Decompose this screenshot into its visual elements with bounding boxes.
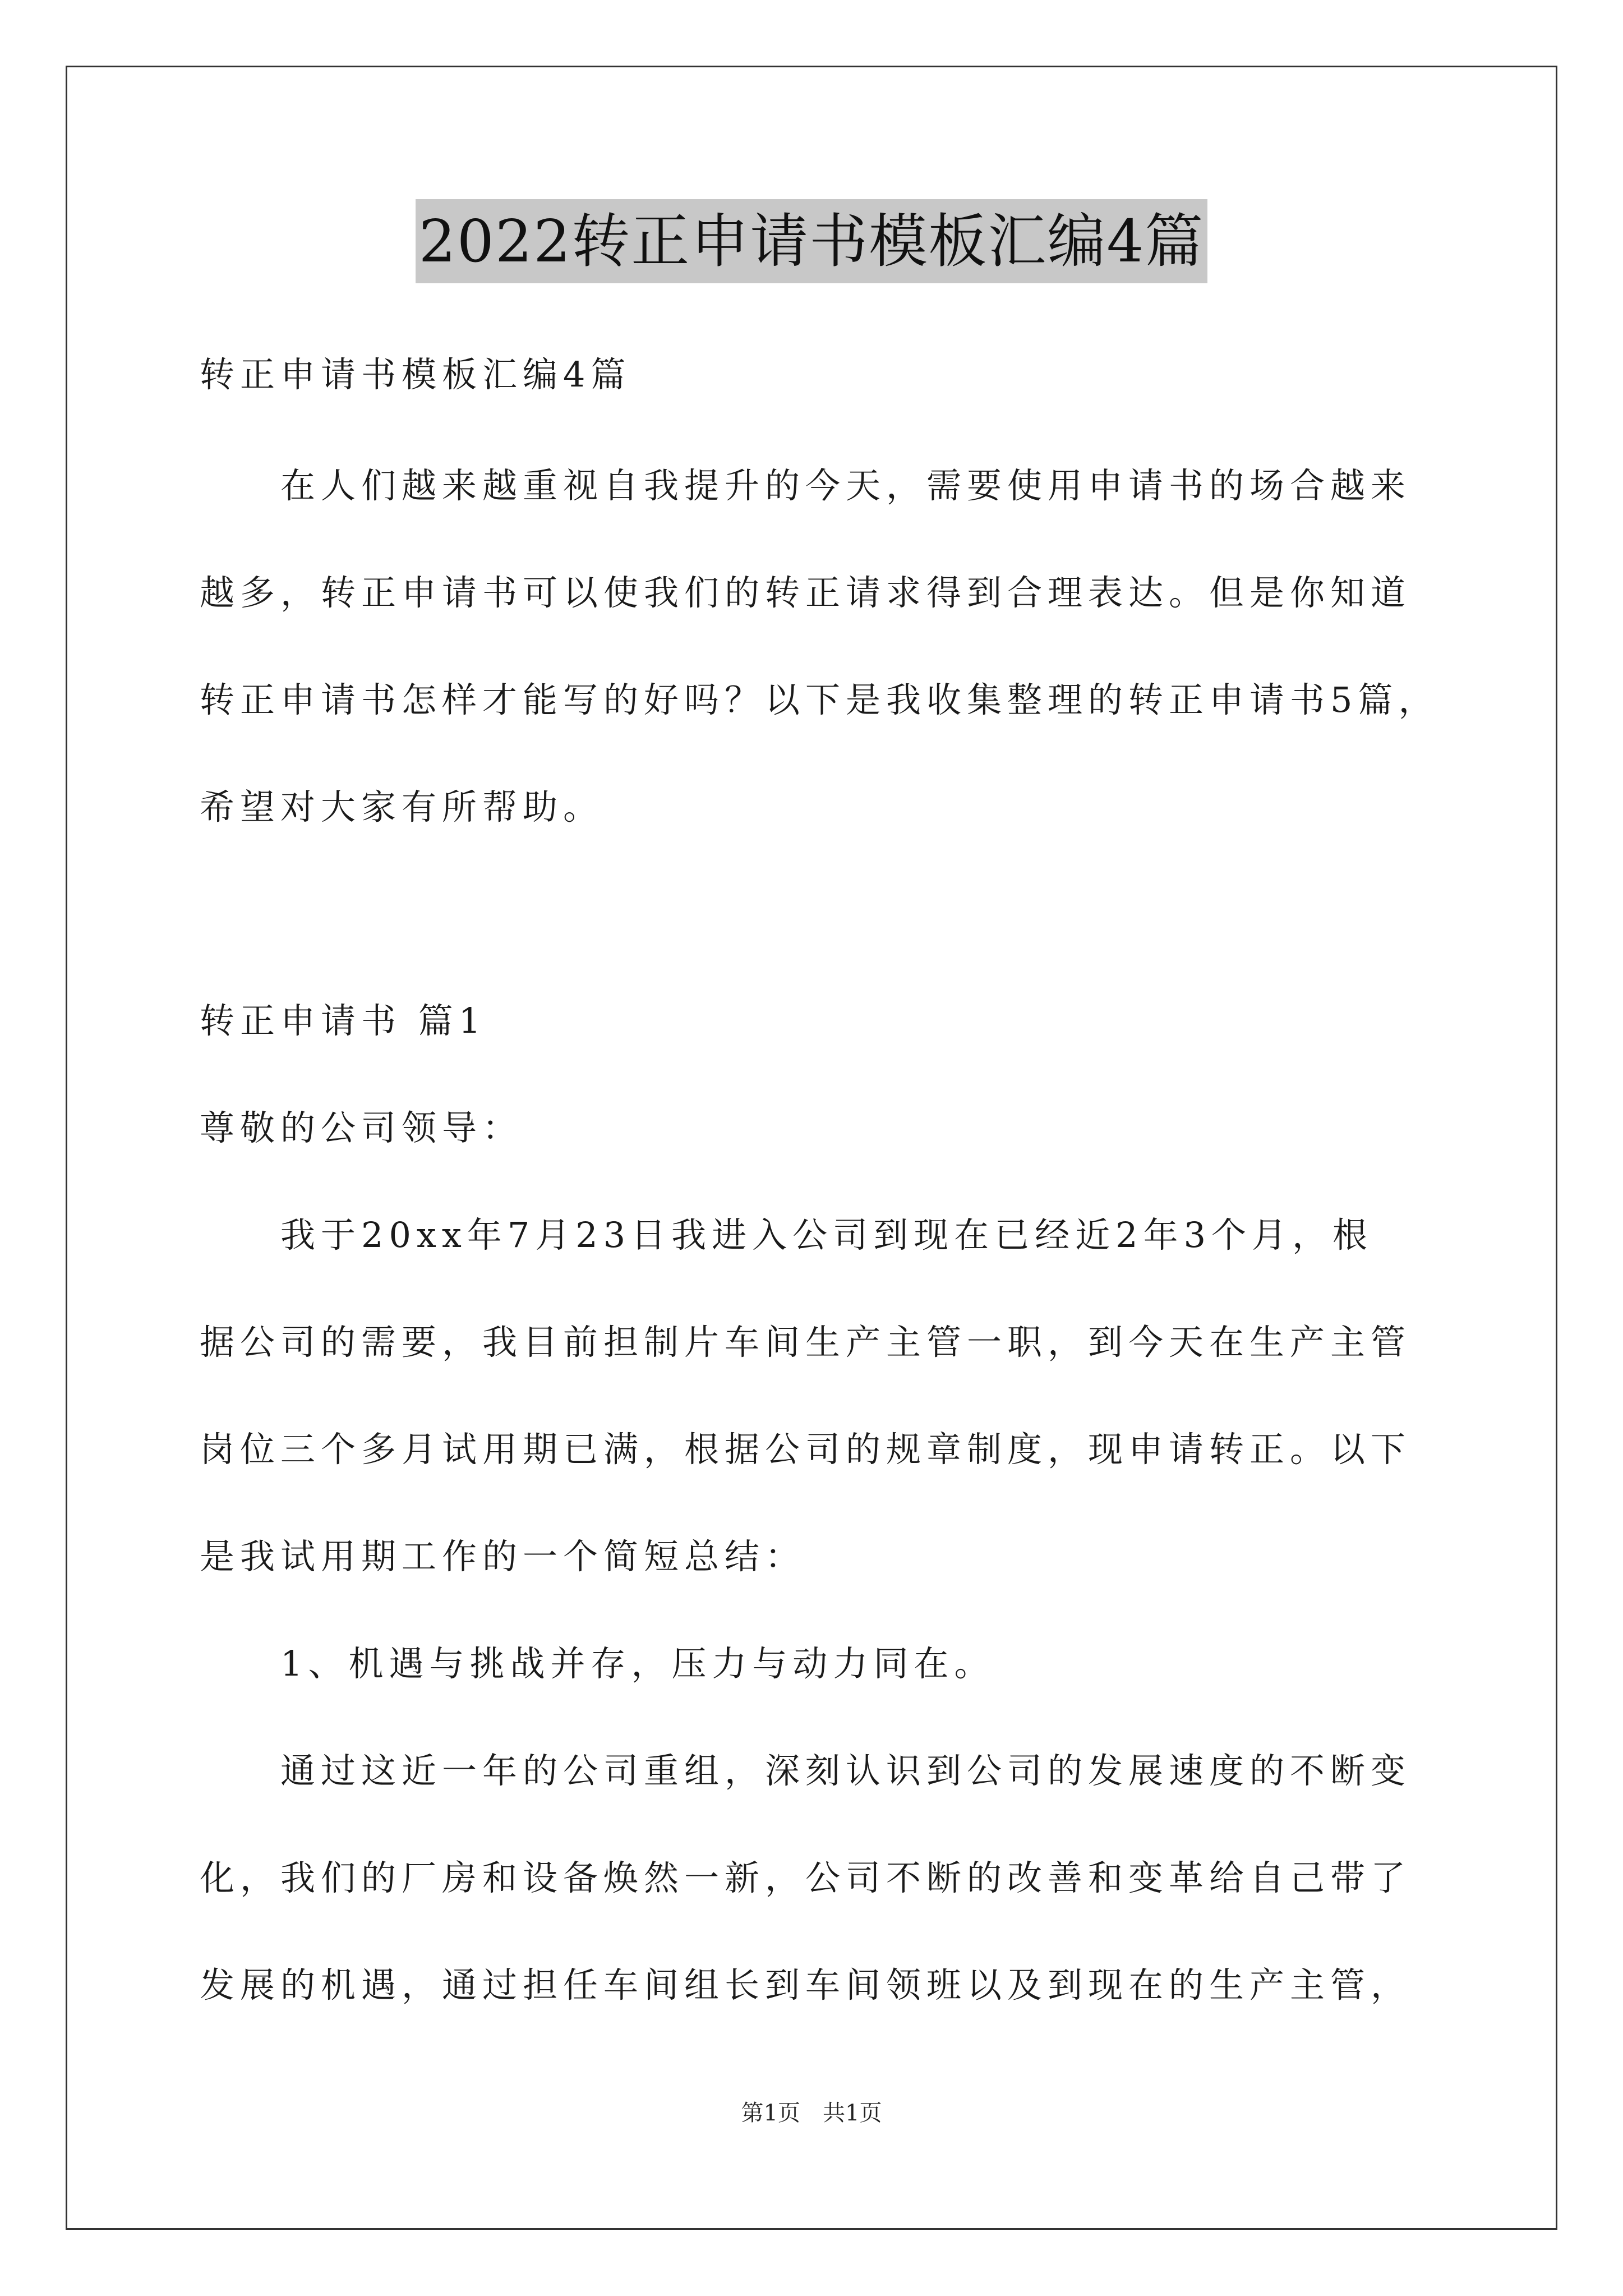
body-line: 转正申请书怎样才能写的好吗？以下是我收集整理的转正申请书5篇， <box>200 679 1439 720</box>
body-line: 发展的机遇，通过担任车间组长到车间领班以及到现在的生产主管， <box>200 1964 1412 2005</box>
body-line: 是我试用期工作的一个简短总结： <box>200 1536 806 1577</box>
subtitle-line: 转正申请书模板汇编4篇 <box>200 354 631 395</box>
section-heading: 转正申请书 篇1 <box>200 1000 487 1041</box>
page-footer: 第1页 共1页 <box>741 2100 882 2126</box>
body-line: 希望对大家有所帮助。 <box>200 786 604 827</box>
body-line: 在人们越来越重视自我提升的今天，需要使用申请书的场合越来 <box>280 465 1412 506</box>
document-title: 2022转正申请书模板汇编4篇 <box>416 199 1208 283</box>
body-line: 岗位三个多月试用期已满，根据公司的规章制度，现申请转正。以下 <box>200 1429 1412 1470</box>
title-container <box>0 199 1623 283</box>
body-line: 1、机遇与挑战并存，压力与动力同在。 <box>280 1643 995 1684</box>
body-line: 越多，转正申请书可以使我们的转正请求得到合理表达。但是你知道 <box>200 572 1412 613</box>
salutation: 尊敬的公司领导： <box>200 1107 523 1148</box>
body-line: 化，我们的厂房和设备焕然一新，公司不断的改善和变革给自己带了 <box>200 1857 1412 1898</box>
body-line: 通过这近一年的公司重组，深刻认识到公司的发展速度的不断变 <box>280 1750 1412 1791</box>
body-line: 我于20xx年7月23日我进入公司到现在已经近2年3个月，根 <box>280 1214 1373 1255</box>
body-line: 据公司的需要，我目前担制片车间生产主管一职，到今天在生产主管 <box>200 1322 1412 1363</box>
